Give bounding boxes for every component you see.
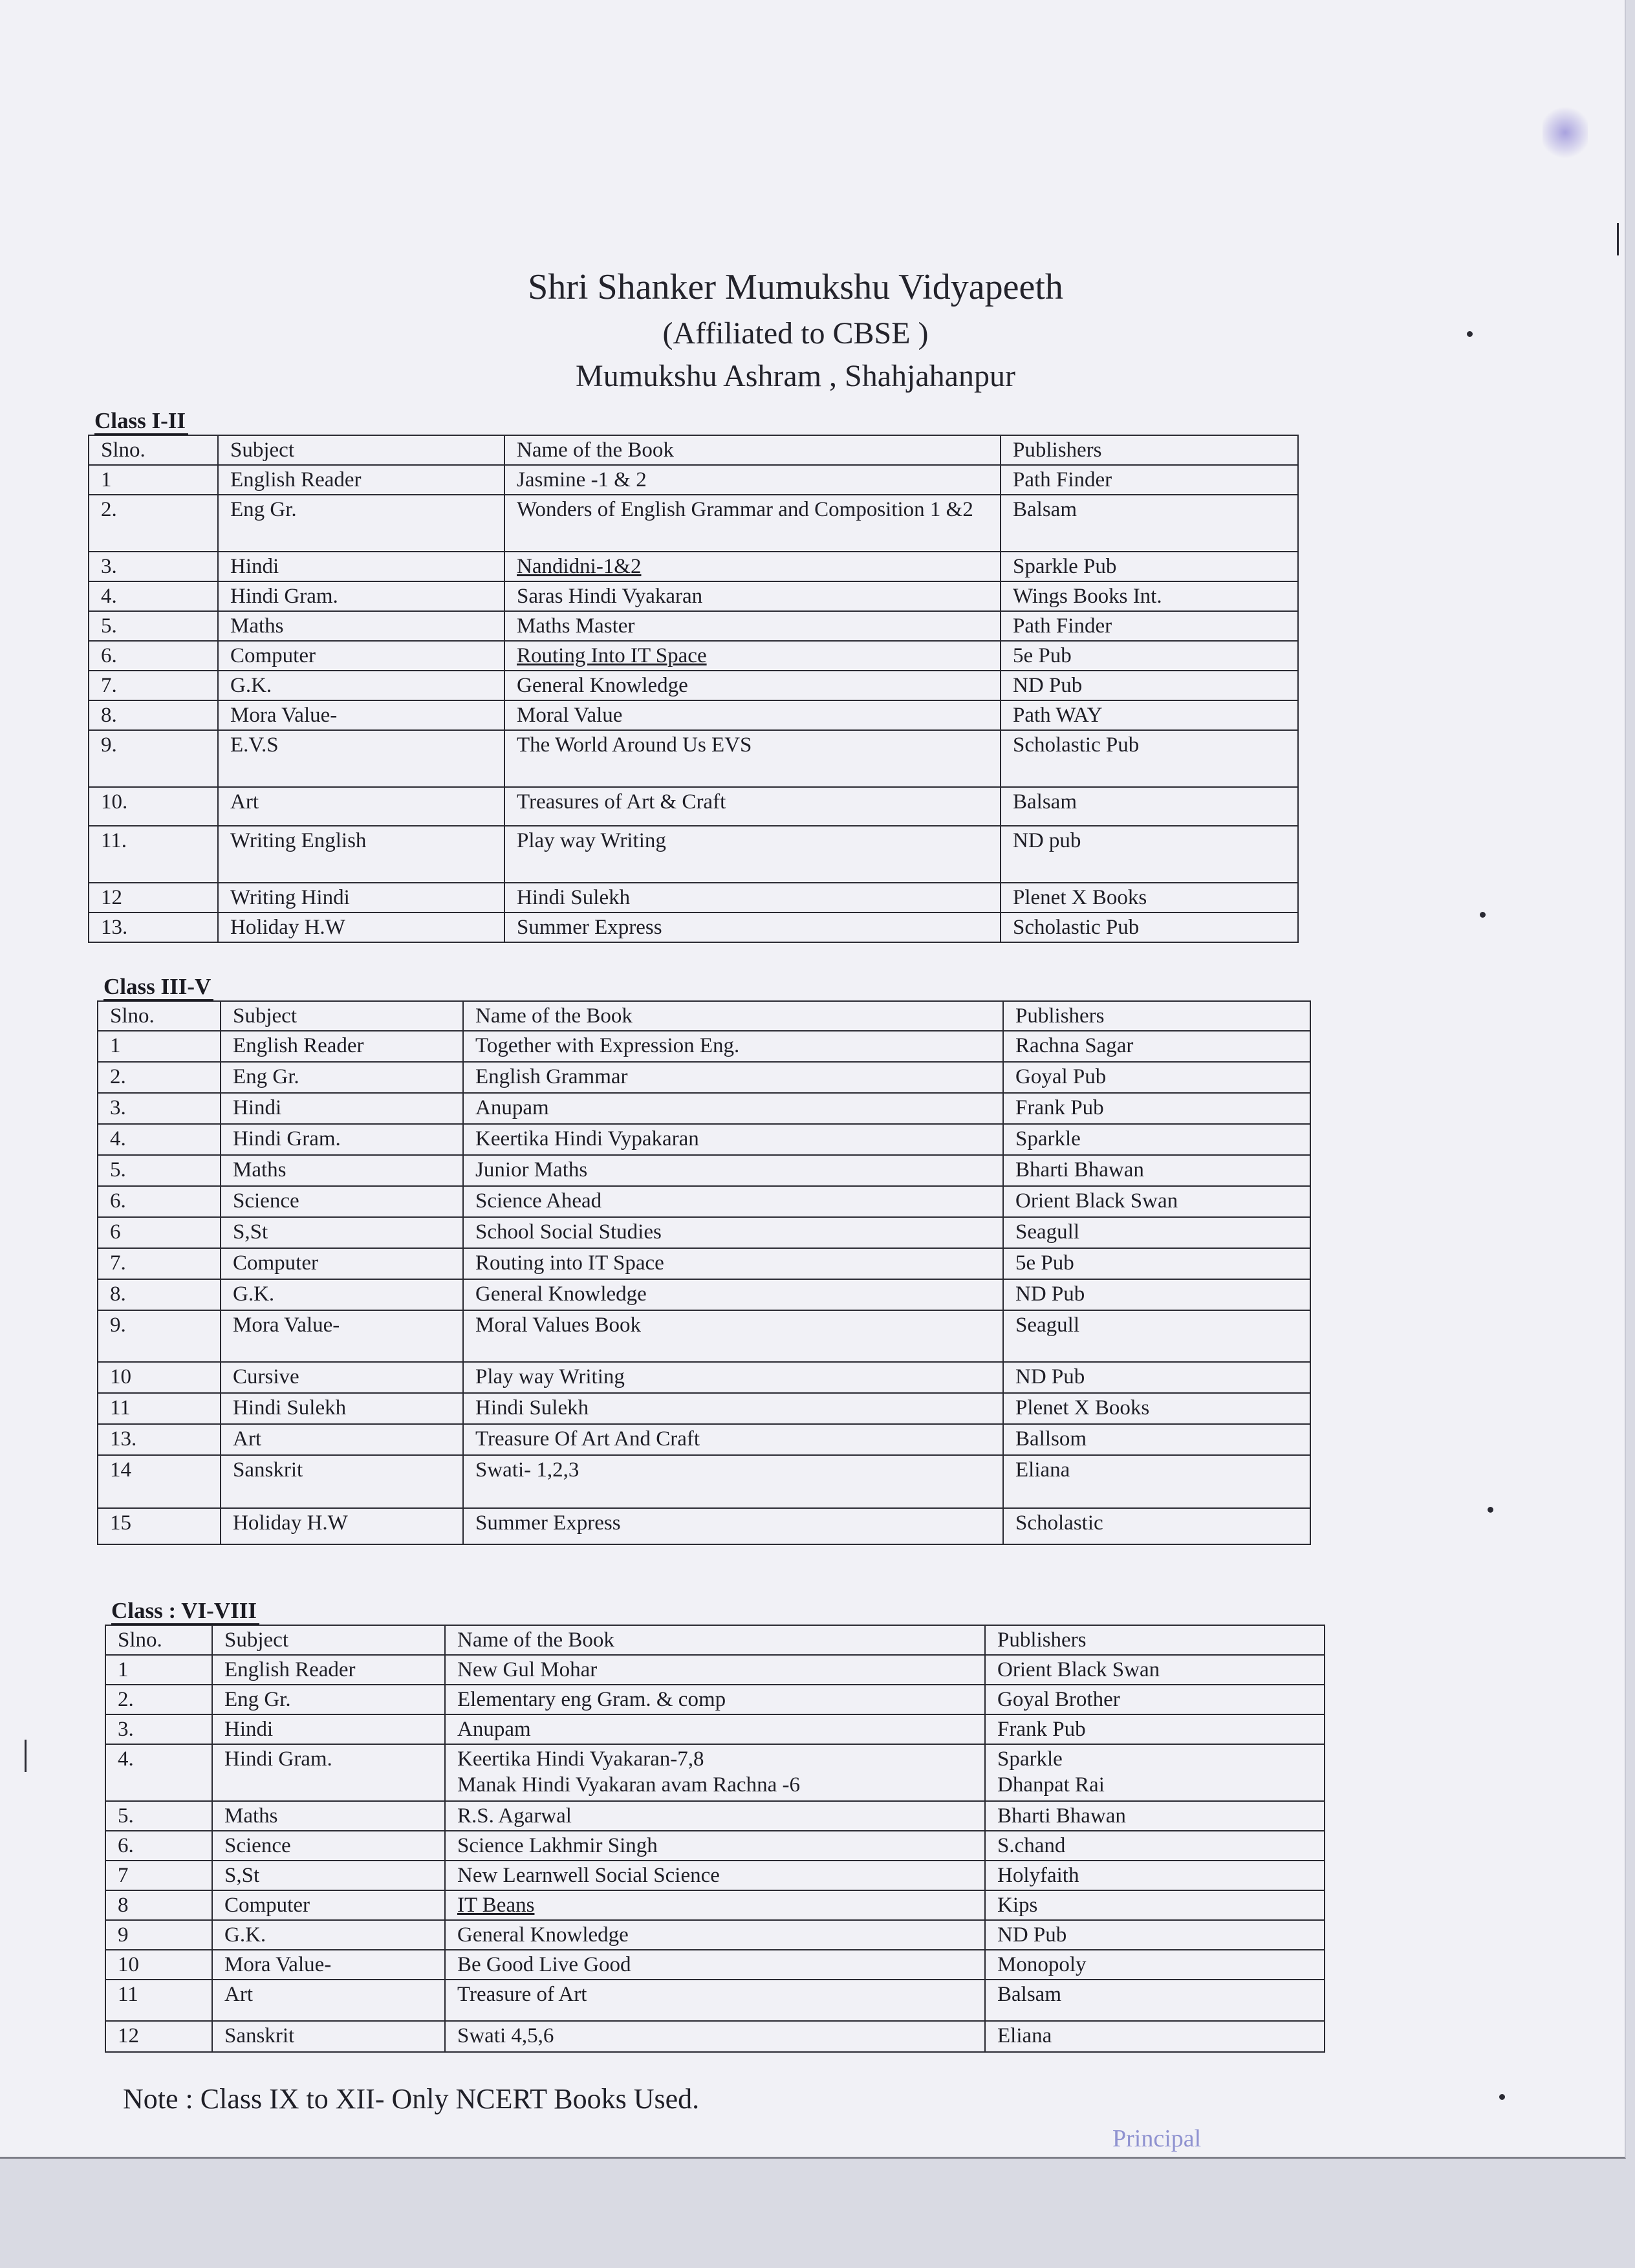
section-class-1-2 (88, 407, 1297, 943)
publisher-cell: Path WAY (1001, 700, 1298, 730)
slno-cell: 1 (89, 465, 218, 495)
table-row (89, 913, 1298, 942)
section-title: Class III-V (103, 973, 1310, 1000)
school-address: Mumukshu Ashram , Shahjahanpur (576, 359, 1015, 393)
subject-cell: Holiday H.W (218, 913, 504, 942)
book-cell: Moral Values Book (463, 1310, 1003, 1362)
publisher-cell: Balsam (1001, 787, 1298, 826)
book-cell: R.S. Agarwal (445, 1801, 985, 1831)
slno-cell: 12 (105, 2021, 212, 2052)
slno-cell: 8. (89, 700, 218, 730)
publisher-cell: Plenet X Books (1003, 1393, 1310, 1424)
table-row (105, 1831, 1325, 1861)
publisher-cell: Balsam (1001, 495, 1298, 552)
table-row (105, 1714, 1325, 1744)
subject-cell: Eng Gr. (221, 1062, 463, 1093)
table-row (105, 1655, 1325, 1685)
publisher-cell: Scholastic (1003, 1508, 1310, 1544)
book-cell (445, 1744, 985, 1801)
publisher-cell: Scholastic Pub (1001, 730, 1298, 787)
subject-cell: G.K. (218, 671, 504, 700)
publisher-cell: Kips (985, 1890, 1325, 1920)
book-cell: General Knowledge (463, 1279, 1003, 1310)
table-row (89, 552, 1298, 581)
subject-cell: English Reader (212, 1655, 445, 1685)
subject-cell: English Reader (221, 1031, 463, 1062)
book-cell: Saras Hindi Vyakaran (504, 581, 1001, 611)
table-row (105, 1801, 1325, 1831)
slno-cell: 3. (89, 552, 218, 581)
book-cell: English Grammar (463, 1062, 1003, 1093)
column-header: Publishers (985, 1625, 1325, 1655)
publisher-cell: Orient Black Swan (985, 1655, 1325, 1685)
subject-cell: Science (221, 1186, 463, 1217)
subject-cell: Computer (212, 1890, 445, 1920)
table-row (98, 1508, 1310, 1544)
table-row (105, 1890, 1325, 1920)
subject-cell: Mora Value- (221, 1310, 463, 1362)
subject-cell: Hindi (218, 552, 504, 581)
book-cell: Anupam (463, 1093, 1003, 1124)
column-header: Publishers (1003, 1001, 1310, 1031)
publisher-cell: Frank Pub (1003, 1093, 1310, 1124)
column-header: Name of the Book (445, 1625, 985, 1655)
subject-cell: Hindi Gram. (218, 581, 504, 611)
slno-cell: 1 (98, 1031, 221, 1062)
principal-stamp: Principal (1112, 2125, 1202, 2152)
table-row (98, 1093, 1310, 1124)
table-row (105, 1685, 1325, 1714)
slno-cell: 9. (98, 1310, 221, 1362)
slno-cell: 6. (105, 1831, 212, 1861)
publisher-cell: Bharti Bhawan (1003, 1155, 1310, 1186)
subject-cell: Art (218, 787, 504, 826)
subject-cell: Art (212, 1980, 445, 2021)
slno-cell: 5. (105, 1801, 212, 1831)
table-row (89, 581, 1298, 611)
subject-cell: Computer (218, 641, 504, 671)
publisher-cell: Balsam (985, 1980, 1325, 2021)
slno-cell: 10 (98, 1362, 221, 1393)
subject-cell: Sanskrit (212, 2021, 445, 2052)
publisher-cell: Goyal Brother (985, 1685, 1325, 1714)
publisher-cell: S.chand (985, 1831, 1325, 1861)
slno-cell: 4. (105, 1744, 212, 1801)
publisher-cell: ND Pub (1003, 1279, 1310, 1310)
subject-cell: Eng Gr. (218, 495, 504, 552)
subject-cell: Maths (212, 1801, 445, 1831)
subject-cell: Sanskrit (221, 1455, 463, 1508)
subject-cell: Maths (218, 611, 504, 641)
publisher-cell: Eliana (1003, 1455, 1310, 1508)
table-row (89, 787, 1298, 826)
edge-dot (1467, 331, 1473, 337)
subject-cell: Mora Value- (218, 700, 504, 730)
publisher-cell: Seagull (1003, 1217, 1310, 1248)
book-cell: Hindi Sulekh (504, 883, 1001, 913)
slno-cell: 2. (89, 495, 218, 552)
subject-cell: E.V.S (218, 730, 504, 787)
book-cell: Moral Value (504, 700, 1001, 730)
subject-cell: Maths (221, 1155, 463, 1186)
publisher-cell (985, 1744, 1325, 1801)
book-cell: Summer Express (504, 913, 1001, 942)
book-cell: New Learnwell Social Science (445, 1861, 985, 1890)
slno-cell: 15 (98, 1508, 221, 1544)
book-cell: General Knowledge (504, 671, 1001, 700)
subject-cell: Science (212, 1831, 445, 1861)
slno-cell: 10. (89, 787, 218, 826)
document-header (388, 262, 1203, 398)
subject-cell: English Reader (218, 465, 504, 495)
book-cell: Be Good Live Good (445, 1950, 985, 1980)
school-name: Shri Shanker Mumukshu Vidyapeeth (528, 267, 1063, 307)
table-row (98, 1455, 1310, 1508)
table-row (89, 611, 1298, 641)
table-row (105, 1920, 1325, 1950)
ink-smudge (1543, 103, 1588, 162)
table-header-row (105, 1625, 1325, 1655)
section-class-6-8 (105, 1597, 1324, 2053)
publisher-cell: ND Pub (1003, 1362, 1310, 1393)
subject-cell: G.K. (221, 1279, 463, 1310)
book-cell: Together with Expression Eng. (463, 1031, 1003, 1062)
section-title: Class : VI-VIII (111, 1597, 1324, 1625)
table-row (98, 1031, 1310, 1062)
slno-cell: 8 (105, 1890, 212, 1920)
book-cell: Wonders of English Grammar and Composition 1 &2 (504, 495, 1001, 552)
publisher-cell: Holyfaith (985, 1861, 1325, 1890)
publisher-cell: Scholastic Pub (1001, 913, 1298, 942)
book-table (88, 435, 1299, 943)
slno-cell: 9. (89, 730, 218, 787)
book-cell: Play way Writing (504, 826, 1001, 883)
subject-cell: Hindi Sulekh (221, 1393, 463, 1424)
edge-dot (1488, 1507, 1493, 1513)
table-row (98, 1217, 1310, 1248)
book-cell: Treasure of Art (445, 1980, 985, 2021)
subject-cell: Cursive (221, 1362, 463, 1393)
subject-cell: Computer (221, 1248, 463, 1279)
slno-cell: 6. (89, 641, 218, 671)
book-cell: Routing into IT Space (463, 1248, 1003, 1279)
slno-cell: 12 (89, 883, 218, 913)
publisher-cell: Sparkle (1003, 1124, 1310, 1155)
subject-cell: S,St (212, 1861, 445, 1890)
book-cell: Swati 4,5,6 (445, 2021, 985, 2052)
section-class-3-5 (97, 973, 1310, 1545)
publisher-cell: Plenet X Books (1001, 883, 1298, 913)
table-row (105, 1980, 1325, 2021)
book-cell: The World Around Us EVS (504, 730, 1001, 787)
table-row (98, 1424, 1310, 1455)
book-cell: Jasmine -1 & 2 (504, 465, 1001, 495)
table-header-row (89, 435, 1298, 465)
publisher-cell: Goyal Pub (1003, 1062, 1310, 1093)
slno-cell: 4. (98, 1124, 221, 1155)
table-row (89, 730, 1298, 787)
slno-cell: 14 (98, 1455, 221, 1508)
book-cell: Summer Express (463, 1508, 1003, 1544)
table-row (98, 1248, 1310, 1279)
slno-cell: 7. (89, 671, 218, 700)
book-cell: School Social Studies (463, 1217, 1003, 1248)
slno-cell: 2. (98, 1062, 221, 1093)
publisher-cell: ND Pub (1001, 671, 1298, 700)
table-row (98, 1062, 1310, 1093)
table-row (89, 883, 1298, 913)
slno-cell: 10 (105, 1950, 212, 1980)
book-cell: General Knowledge (445, 1920, 985, 1950)
slno-cell: 1 (105, 1655, 212, 1685)
publisher-cell: 5e Pub (1003, 1248, 1310, 1279)
book-table (105, 1625, 1325, 2053)
slno-cell: 7 (105, 1861, 212, 1890)
book-line: Manak Hindi Vyakaran avam Rachna -6 (457, 1773, 800, 1797)
section-title: Class I-II (94, 407, 1297, 435)
publisher-cell: ND pub (1001, 826, 1298, 883)
column-header: Slno. (98, 1001, 221, 1031)
publisher-cell: Wings Books Int. (1001, 581, 1298, 611)
column-header: Publishers (1001, 435, 1298, 465)
table-row (105, 1861, 1325, 1890)
table-row (105, 2021, 1325, 2052)
publisher-cell: ND Pub (985, 1920, 1325, 1950)
book-cell: Treasure Of Art And Craft (463, 1424, 1003, 1455)
table-row (98, 1393, 1310, 1424)
book-line: Keertika Hindi Vyakaran-7,8 (457, 1747, 704, 1771)
table-row (89, 465, 1298, 495)
subject-cell: G.K. (212, 1920, 445, 1950)
publisher-cell: Path Finder (1001, 465, 1298, 495)
publisher-cell: Rachna Sagar (1003, 1031, 1310, 1062)
slno-cell: 13. (98, 1424, 221, 1455)
table-row (98, 1155, 1310, 1186)
book-cell: Keertika Hindi Vypakaran (463, 1124, 1003, 1155)
book-cell: New Gul Mohar (445, 1655, 985, 1685)
affiliation: (Affiliated to CBSE ) (662, 316, 929, 351)
publisher-line: Sparkle (997, 1747, 1063, 1771)
book-cell: Treasures of Art & Craft (504, 787, 1001, 826)
slno-cell: 8. (98, 1279, 221, 1310)
publisher-cell: Bharti Bhawan (985, 1801, 1325, 1831)
table-row (89, 700, 1298, 730)
slno-cell: 2. (105, 1685, 212, 1714)
slno-cell: 5. (98, 1155, 221, 1186)
subject-cell: Hindi (221, 1093, 463, 1124)
slno-cell: 6 (98, 1217, 221, 1248)
table-row (105, 1950, 1325, 1980)
table-row (98, 1279, 1310, 1310)
table-row (89, 641, 1298, 671)
table-header-row (98, 1001, 1310, 1031)
publisher-cell: Eliana (985, 2021, 1325, 2052)
publisher-cell: Ballsom (1003, 1424, 1310, 1455)
slno-cell: 11 (105, 1980, 212, 2021)
table-row (98, 1362, 1310, 1393)
subject-cell: Hindi Gram. (212, 1744, 445, 1801)
slno-cell: 7. (98, 1248, 221, 1279)
table-row (89, 495, 1298, 552)
table-row (98, 1310, 1310, 1362)
subject-cell: Eng Gr. (212, 1685, 445, 1714)
column-header: Name of the Book (504, 435, 1001, 465)
subject-cell: S,St (221, 1217, 463, 1248)
subject-cell: Art (221, 1424, 463, 1455)
book-cell: Routing Into IT Space (504, 641, 1001, 671)
slno-cell: 9 (105, 1920, 212, 1950)
column-header: Subject (221, 1001, 463, 1031)
book-cell: Anupam (445, 1714, 985, 1744)
book-cell: Maths Master (504, 611, 1001, 641)
book-cell: Nandidni-1&2 (504, 552, 1001, 581)
publisher-cell: Orient Black Swan (1003, 1186, 1310, 1217)
column-header: Slno. (89, 435, 218, 465)
subject-cell: Hindi (212, 1714, 445, 1744)
publisher-cell: Sparkle Pub (1001, 552, 1298, 581)
edge-dot (1480, 912, 1486, 918)
publisher-line: Dhanpat Rai (997, 1773, 1105, 1797)
publisher-cell: Seagull (1003, 1310, 1310, 1362)
slno-cell: 3. (98, 1093, 221, 1124)
footer-note: Note : Class IX to XII- Only NCERT Books Used. (123, 2083, 700, 2115)
slno-cell: 11. (89, 826, 218, 883)
scan-edge-mark (25, 1740, 27, 1772)
publisher-cell: Frank Pub (985, 1714, 1325, 1744)
column-header: Subject (212, 1625, 445, 1655)
book-cell: Science Ahead (463, 1186, 1003, 1217)
slno-cell: 3. (105, 1714, 212, 1744)
book-cell: Elementary eng Gram. & comp (445, 1685, 985, 1714)
book-cell: Science Lakhmir Singh (445, 1831, 985, 1861)
column-header: Name of the Book (463, 1001, 1003, 1031)
table-row (98, 1124, 1310, 1155)
subject-cell: Mora Value- (212, 1950, 445, 1980)
book-cell: Play way Writing (463, 1362, 1003, 1393)
book-cell: Junior Maths (463, 1155, 1003, 1186)
publisher-cell: 5e Pub (1001, 641, 1298, 671)
column-header: Slno. (105, 1625, 212, 1655)
subject-cell: Holiday H.W (221, 1508, 463, 1544)
book-table (97, 1000, 1311, 1545)
slno-cell: 5. (89, 611, 218, 641)
publisher-cell: Path Finder (1001, 611, 1298, 641)
subject-cell: Writing English (218, 826, 504, 883)
slno-cell: 4. (89, 581, 218, 611)
table-row (105, 1744, 1325, 1801)
subject-cell: Writing Hindi (218, 883, 504, 913)
table-row (89, 671, 1298, 700)
book-cell: Hindi Sulekh (463, 1393, 1003, 1424)
table-row (89, 826, 1298, 883)
slno-cell: 11 (98, 1393, 221, 1424)
slno-cell: 6. (98, 1186, 221, 1217)
publisher-cell: Monopoly (985, 1950, 1325, 1980)
slno-cell: 13. (89, 913, 218, 942)
book-cell: IT Beans (445, 1890, 985, 1920)
book-cell: Swati- 1,2,3 (463, 1455, 1003, 1508)
edge-dot (1499, 2094, 1505, 2100)
table-row (98, 1186, 1310, 1217)
column-header: Subject (218, 435, 504, 465)
subject-cell: Hindi Gram. (221, 1124, 463, 1155)
scan-edge-mark (1617, 223, 1619, 255)
